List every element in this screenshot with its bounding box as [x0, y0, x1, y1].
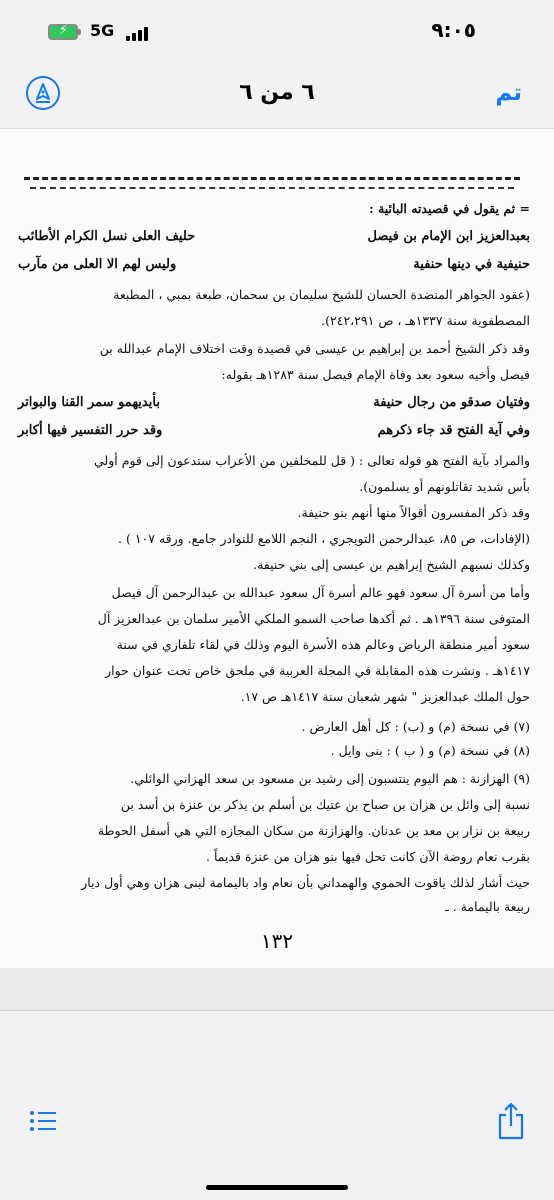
header-rule-inner [30, 187, 514, 189]
page-bottom-edge [0, 968, 554, 1010]
document-line: = ثم يقول في قصيدته البائية : [369, 201, 530, 216]
document-line: ربيعة بن نزار بن معد بن عدنان. والهزازنة من سكان المجازه التي هي أسفل الحوطة [97, 823, 530, 838]
status-bar [0, 0, 554, 62]
document-line: ١٤١٧هـ . ونشرت هذه المقابلة في المجلة العربية في ملحق خاص تحت عنوان حوار [105, 663, 530, 678]
document-line: (الإفادات، ص ٨٥، عبدالرحمن التويجري ، النجم اللامع للنوادر جامع. ورقه ١٠٧ ) . [118, 531, 530, 546]
document-line: المتوفى سنة ١٣٩٦هـ . ثم أكدها صاحب السمو الملكي الأمير سلمان بن عبدالعزيز آل [97, 611, 530, 626]
document-line: حول الملك عبدالعزيز " شهر شعبان سنة ١٤١٧هـ ص ١٧. [240, 689, 530, 704]
document-line: وقد ذكر المفسرون أقوالاً منها أنهم بنو حنيفة. [297, 505, 530, 520]
page-title: ٦ من ٦ [239, 80, 315, 105]
document-line: وكذلك نسبهم الشيخ إبراهيم بن عيسى إلى بني حنيفة. [253, 557, 530, 572]
document-line: وأما من أسرة آل سعود فهو عالم أسرة آل سعود عبدالله بن عبدالرحمن آل فيصل [111, 585, 530, 600]
document-line: والمراد بآية الفتح هو قوله تعالى : ( قل للمخلفين من الأعراب ستدعون إلى قوم أولي [94, 453, 530, 468]
document-line: وقد ذكر الشيخ أحمد بن إبراهيم بن عيسى في قصيدة وقت اختلاف الإمام عبدالله بن [99, 341, 530, 356]
home-indicator[interactable] [206, 1185, 348, 1190]
list-icon[interactable] [30, 1109, 56, 1133]
document-line: نسبة إلى وائل بن هزان بن صباح بن عتيك بن أسلم بن يذكر بن عنزة بن أسد بن [120, 797, 530, 812]
page-number: ١٣٢ [260, 929, 294, 953]
document-line: (عقود الجواهر المنضدة الحسان للشيخ سليمان بن سحمان، طبعة بمبي ، المطبعة [113, 287, 530, 302]
share-icon[interactable] [496, 1101, 526, 1141]
network-label: 5G [90, 21, 115, 40]
nav-bar [0, 62, 554, 129]
header-rule [24, 177, 520, 180]
verse-hemistich: وفتيان صدقو من رجال حنيفة [373, 395, 530, 410]
verse-hemistich: بأيديهمو سمر القنا والبواتر [18, 395, 160, 410]
document-page[interactable] [0, 129, 554, 1010]
document-line: المصطفوية سنة ١٣٣٧هـ ، ص ٢٤٢،٢٩١). [321, 313, 530, 328]
done-button[interactable]: تم [495, 80, 522, 106]
verse-hemistich: حنيفية في دينها حنفية [413, 257, 530, 272]
document-line: ربيعة باليمامة . ـ [445, 899, 530, 914]
status-time: ٩:٠٥ [431, 18, 476, 42]
footnote: (٨) في نسخة (م) و ( ب ) : بنى وايل . [330, 743, 530, 758]
verse-hemistich: وقد حرر التفسير فيها أكابر [18, 423, 163, 438]
document-line: فيصل وأخيه سعود بعد وفاة الإمام فيصل سنة ١٢٨٣هـ بقوله: [221, 367, 530, 382]
footnote: (٧) في نسخة (م) و (ب) : كل أهل العارض . [301, 719, 530, 734]
document-line: حيث أشار لذلك ياقوت الحموي والهمداني بأن نعام واد باليمامة لبنى هزان وهي أول ديار [81, 875, 530, 890]
document-line: بقرب نعام روضة الآن كانت تحل فيها بنو هزان من عنزة قديماً . [206, 849, 530, 864]
footnote: (٩) الهزازنة : هم اليوم ينتسبون إلى رشيد بن مسعود بن سعد الهزاني الوائلي. [130, 771, 530, 786]
document-line: سعود أمير منطقة الرياض وعالم هذه الأسرة اليوم وذلك في لقاء تلفازي في سنة [116, 637, 530, 652]
signal-icon [126, 25, 152, 41]
document-line: بأس شديد تقاتلونهم أو يسلمون). [359, 479, 530, 494]
verse-hemistich: وليس لهم الا العلى من مآرب [18, 257, 177, 272]
bottom-toolbar [0, 1010, 554, 1200]
battery-icon: ⚡ [48, 24, 78, 40]
verse-hemistich: وفي آية الفتح قد جاء ذكرهم [377, 423, 530, 438]
verse-hemistich: حليف العلى نسل الكرام الأطائب [18, 229, 196, 244]
verse-hemistich: بعبدالعزيز ابن الإمام بن فيصل [367, 229, 530, 244]
